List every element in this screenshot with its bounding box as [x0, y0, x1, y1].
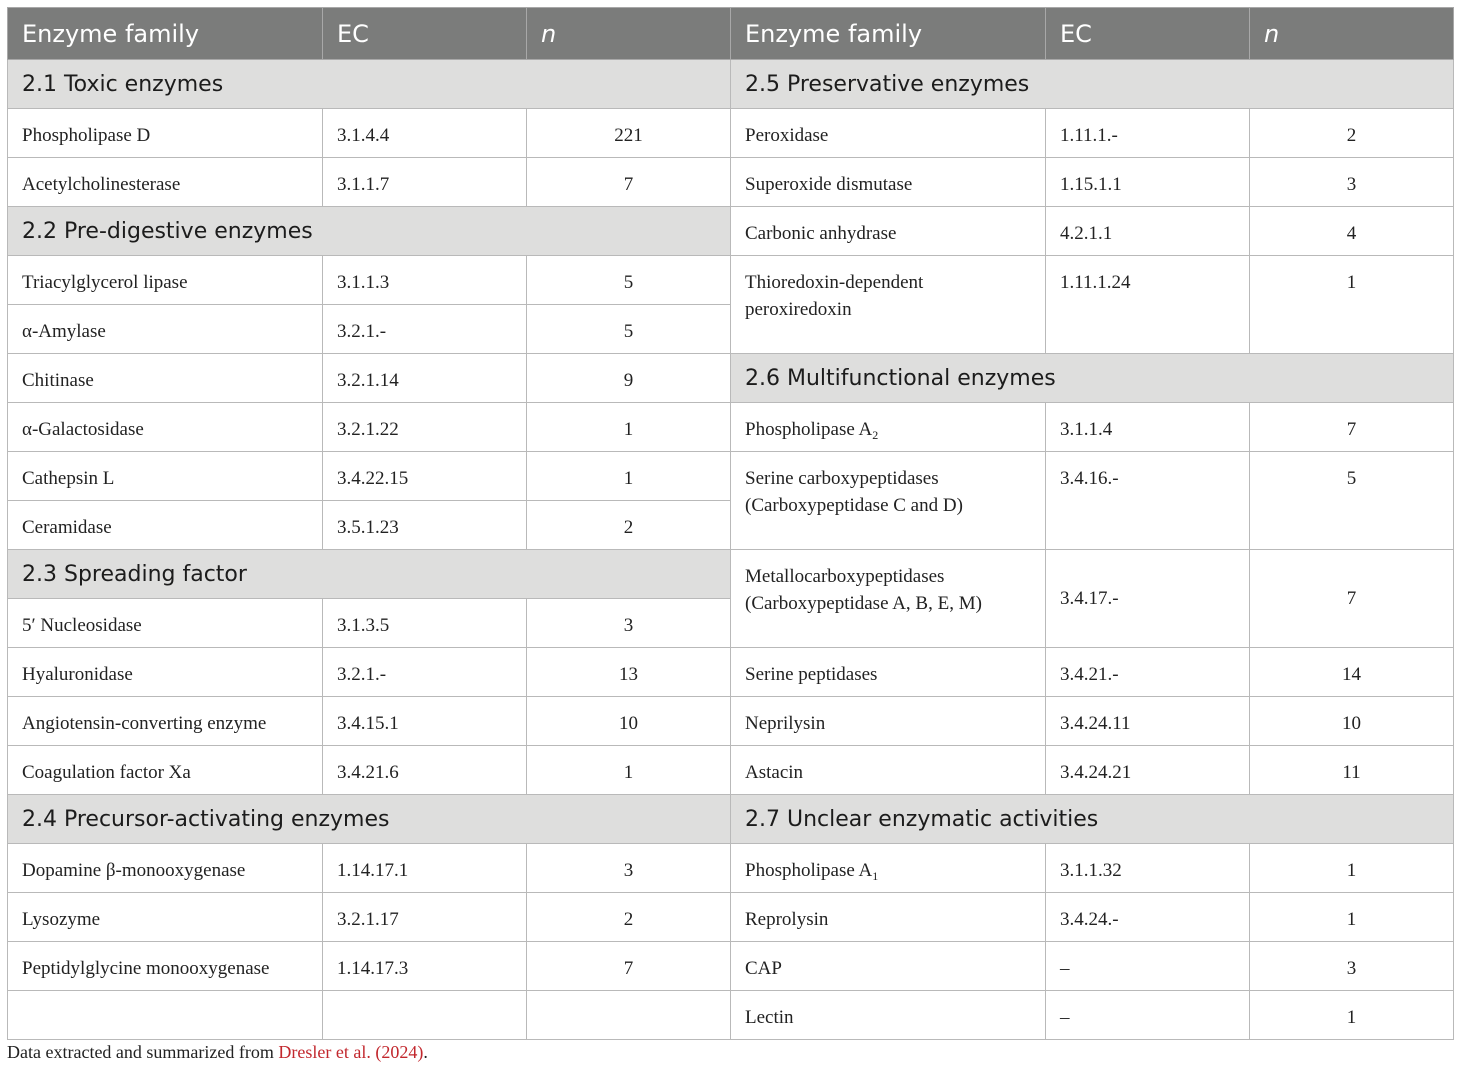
enzyme-name: Carbonic anhydrase	[731, 207, 1046, 256]
section-row	[8, 60, 1454, 109]
ec-number: 3.1.4.4	[323, 109, 527, 158]
count: 1	[1250, 844, 1454, 893]
count: 1	[527, 403, 731, 452]
table-row	[8, 207, 1454, 256]
header-n: n	[527, 8, 731, 60]
ec-number: –	[1046, 942, 1250, 991]
table-row	[8, 256, 1454, 305]
count: 1	[527, 452, 731, 501]
count: 5	[527, 305, 731, 354]
enzyme-name: Serine peptidases	[731, 648, 1046, 697]
ec-number: 3.4.24.21	[1046, 746, 1250, 795]
enzyme-name: 5′ Nucleosidase	[8, 599, 323, 648]
count: 13	[527, 648, 731, 697]
table-row	[8, 991, 1454, 1040]
count: 2	[527, 501, 731, 550]
footnote	[7, 1042, 428, 1063]
count: 3	[1250, 158, 1454, 207]
count: 1	[1250, 893, 1454, 942]
enzyme-name: α-Galactosidase	[8, 403, 323, 452]
empty-cell	[323, 991, 527, 1040]
count: 10	[1250, 697, 1454, 746]
count: 7	[527, 942, 731, 991]
enzyme-name: Angiotensin-converting enzyme	[8, 697, 323, 746]
count: 2	[1250, 109, 1454, 158]
ec-number: 1.14.17.3	[323, 942, 527, 991]
count: 10	[527, 697, 731, 746]
ec-number: 3.4.16.-	[1046, 452, 1250, 550]
footnote-text: Data extracted and summarized from	[7, 1042, 279, 1062]
ec-number: 1.14.17.1	[323, 844, 527, 893]
enzyme-name: Phospholipase D	[8, 109, 323, 158]
enzyme-name: Peroxidase	[731, 109, 1046, 158]
ec-number: 3.4.24.-	[1046, 893, 1250, 942]
count: 1	[527, 746, 731, 795]
ec-number: 3.4.22.15	[323, 452, 527, 501]
table-row	[8, 942, 1454, 991]
enzyme-name: Acetylcholinesterase	[8, 158, 323, 207]
count: 7	[527, 158, 731, 207]
count: 3	[527, 599, 731, 648]
table-row	[8, 844, 1454, 893]
enzyme-name: Chitinase	[8, 354, 323, 403]
table-row	[8, 550, 1454, 599]
ec-number: 3.1.3.5	[323, 599, 527, 648]
enzyme-name: CAP	[731, 942, 1046, 991]
count: 3	[1250, 942, 1454, 991]
header-enzyme-family: Enzyme family	[8, 8, 323, 60]
citation-link[interactable]: Dresler et al. (2024)	[278, 1042, 424, 1062]
header-row	[8, 8, 1454, 60]
count: 9	[527, 354, 731, 403]
ec-number: 3.5.1.23	[323, 501, 527, 550]
ec-number: 3.2.1.-	[323, 648, 527, 697]
count: 3	[527, 844, 731, 893]
ec-number: 3.1.1.4	[1046, 403, 1250, 452]
enzyme-name: Hyaluronidase	[8, 648, 323, 697]
table-row	[8, 648, 1454, 697]
header-ec: EC	[323, 8, 527, 60]
count: 4	[1250, 207, 1454, 256]
section-title: 2.7 Unclear enzymatic activities	[731, 795, 1454, 844]
table-row	[8, 403, 1454, 452]
enzyme-name: Reprolysin	[731, 893, 1046, 942]
ec-number: 3.1.1.32	[1046, 844, 1250, 893]
enzyme-name: Neprilysin	[731, 697, 1046, 746]
table-row	[8, 354, 1454, 403]
ec-number: 3.1.1.3	[323, 256, 527, 305]
count: 1	[1250, 991, 1454, 1040]
enzyme-name: Lysozyme	[8, 893, 323, 942]
count: 2	[527, 893, 731, 942]
ec-number: 3.4.24.11	[1046, 697, 1250, 746]
table-row	[8, 893, 1454, 942]
count: 221	[527, 109, 731, 158]
section-title: 2.3 Spreading factor	[8, 550, 731, 599]
ec-number: –	[1046, 991, 1250, 1040]
ec-number: 1.11.1.-	[1046, 109, 1250, 158]
enzyme-name: Superoxide dismutase	[731, 158, 1046, 207]
ec-number: 3.4.21.6	[323, 746, 527, 795]
enzyme-name: Ceramidase	[8, 501, 323, 550]
count: 5	[1250, 452, 1454, 550]
enzyme-name: Peptidylglycine monooxygenase	[8, 942, 323, 991]
ec-number: 3.2.1.17	[323, 893, 527, 942]
count: 5	[527, 256, 731, 305]
empty-cell	[527, 991, 731, 1040]
section-title: 2.1 Toxic enzymes	[8, 60, 731, 109]
enzyme-table	[7, 7, 1454, 1040]
ec-number: 4.2.1.1	[1046, 207, 1250, 256]
enzyme-name: Coagulation factor Xa	[8, 746, 323, 795]
table-row	[8, 697, 1454, 746]
section-title: 2.5 Preservative enzymes	[731, 60, 1454, 109]
count: 1	[1250, 256, 1454, 354]
header-ec: EC	[1046, 8, 1250, 60]
count: 7	[1250, 403, 1454, 452]
enzyme-name: α-Amylase	[8, 305, 323, 354]
table-row	[8, 452, 1454, 501]
enzyme-name: Triacylglycerol lipase	[8, 256, 323, 305]
empty-cell	[8, 991, 323, 1040]
enzyme-name: Lectin	[731, 991, 1046, 1040]
table-row	[8, 746, 1454, 795]
enzyme-name: Serine carboxypeptidases (Carboxypeptidase C and D)	[731, 452, 1046, 550]
count: 14	[1250, 648, 1454, 697]
enzyme-name: Thioredoxin-dependent peroxiredoxin	[731, 256, 1046, 354]
enzyme-name: Phospholipase $A_1$	[731, 844, 1046, 893]
section-row	[8, 795, 1454, 844]
enzyme-name: Phospholipase $A_2$	[731, 403, 1046, 452]
enzyme-name: Cathepsin L	[8, 452, 323, 501]
ec-number: 3.1.1.7	[323, 158, 527, 207]
section-title: 2.4 Precursor-activating enzymes	[8, 795, 731, 844]
table-row	[8, 109, 1454, 158]
section-title: 2.2 Pre-digestive enzymes	[8, 207, 731, 256]
enzyme-name: Astacin	[731, 746, 1046, 795]
header-n: n	[1250, 8, 1454, 60]
ec-number: 3.2.1.-	[323, 305, 527, 354]
section-title: 2.6 Multifunctional enzymes	[731, 354, 1454, 403]
enzyme-name: Metallocarboxypeptidases (Carboxypeptidase A, B, E, M)	[731, 550, 1046, 648]
ec-number: 1.15.1.1	[1046, 158, 1250, 207]
ec-number: 3.2.1.22	[323, 403, 527, 452]
footnote-end: .	[423, 1042, 428, 1062]
ec-number: 3.4.15.1	[323, 697, 527, 746]
count: 7	[1250, 550, 1454, 648]
header-enzyme-family: Enzyme family	[731, 8, 1046, 60]
count: 11	[1250, 746, 1454, 795]
table-row	[8, 158, 1454, 207]
ec-number: 3.2.1.14	[323, 354, 527, 403]
enzyme-name: Dopamine β-monooxygenase	[8, 844, 323, 893]
ec-number: 1.11.1.24	[1046, 256, 1250, 354]
ec-number: 3.4.21.-	[1046, 648, 1250, 697]
ec-number: 3.4.17.-	[1046, 550, 1250, 648]
